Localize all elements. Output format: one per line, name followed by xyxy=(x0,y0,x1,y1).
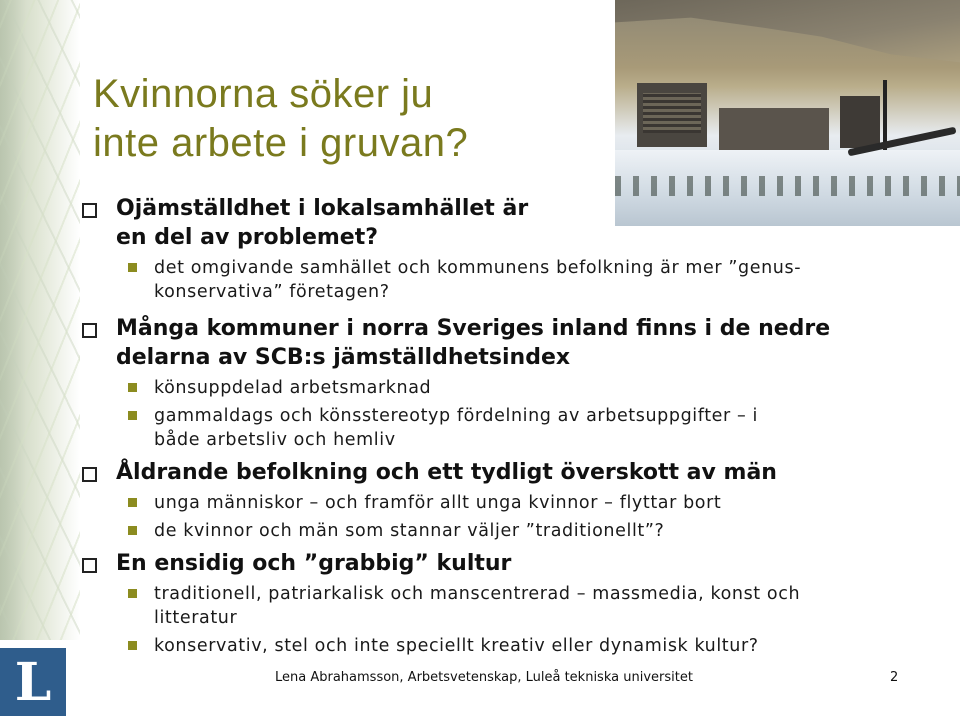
heading-line: En ensidig och ”grabbig” kultur xyxy=(116,551,512,576)
map-decoration xyxy=(0,0,80,640)
section-heading xyxy=(78,458,908,487)
square-bullet-icon xyxy=(82,203,97,218)
list-item xyxy=(116,634,908,658)
university-logo xyxy=(0,648,66,716)
building-shape xyxy=(840,96,880,148)
item-line: traditionell, patriarkalisk och manscentrerad – massmedia, konst och xyxy=(154,584,801,604)
heading-line: Många kommuner i norra Sveriges inland finns i de nedre xyxy=(116,316,831,341)
page-number: 2 xyxy=(890,670,899,685)
square-bullet-icon xyxy=(82,558,97,573)
filled-square-bullet-icon xyxy=(128,589,137,598)
heading-line: Åldrande befolkning och ett tydligt överskott av män xyxy=(116,460,777,485)
square-bullet-icon xyxy=(82,323,97,338)
mountain-shape xyxy=(615,0,960,80)
heading-line: Ojämställdhet i lokalsamhället är xyxy=(116,196,529,221)
list-item xyxy=(116,256,908,304)
item-line: det omgivande samhället och kommunens befolkning är mer ”genus- xyxy=(154,258,802,278)
item-line: unga människor – och framför allt unga kvinnor – flyttar bort xyxy=(154,493,722,513)
filled-square-bullet-icon xyxy=(128,641,137,650)
list-item xyxy=(116,404,908,452)
filled-square-bullet-icon xyxy=(128,526,137,535)
list-item xyxy=(116,582,908,630)
square-bullet-icon xyxy=(82,467,97,482)
building-shape xyxy=(719,108,829,150)
heading-line: en del av problemet? xyxy=(116,225,379,250)
slide-title xyxy=(93,70,468,168)
heading-line: delarna av SCB:s jämställdhetsindex xyxy=(116,345,571,370)
filled-square-bullet-icon xyxy=(128,383,137,392)
logo-letter: L xyxy=(14,651,52,713)
item-line: konservativ, stel och inte speciellt kreativ eller dynamisk kultur? xyxy=(154,636,759,656)
list-item xyxy=(116,491,908,515)
item-line: könsuppdelad arbetsmarknad xyxy=(154,378,432,398)
filled-square-bullet-icon xyxy=(128,498,137,507)
filled-square-bullet-icon xyxy=(128,263,137,272)
section-heading xyxy=(78,194,908,252)
title-line-2: inte arbete i gruvan? xyxy=(93,121,469,165)
filled-square-bullet-icon xyxy=(128,411,137,420)
building-shape xyxy=(637,83,707,147)
slide-content xyxy=(78,188,908,658)
section-heading xyxy=(78,314,908,372)
list-item xyxy=(116,376,908,400)
item-line: gammaldags och könsstereotyp fördelning av arbetsuppgifter – i xyxy=(154,406,758,426)
item-line: konservativa” företagen? xyxy=(154,282,390,302)
item-line: de kvinnor och män som stannar väljer ”traditionellt”? xyxy=(154,521,665,541)
list-item xyxy=(116,519,908,543)
footer-text: Lena Abrahamsson, Arbetsvetenskap, Luleå tekniska universitet xyxy=(275,670,693,685)
title-line-1: Kvinnorna söker ju xyxy=(93,72,434,116)
section-heading xyxy=(78,549,908,578)
item-line: litteratur xyxy=(154,608,238,628)
item-line: både arbetsliv och hemliv xyxy=(154,430,396,450)
